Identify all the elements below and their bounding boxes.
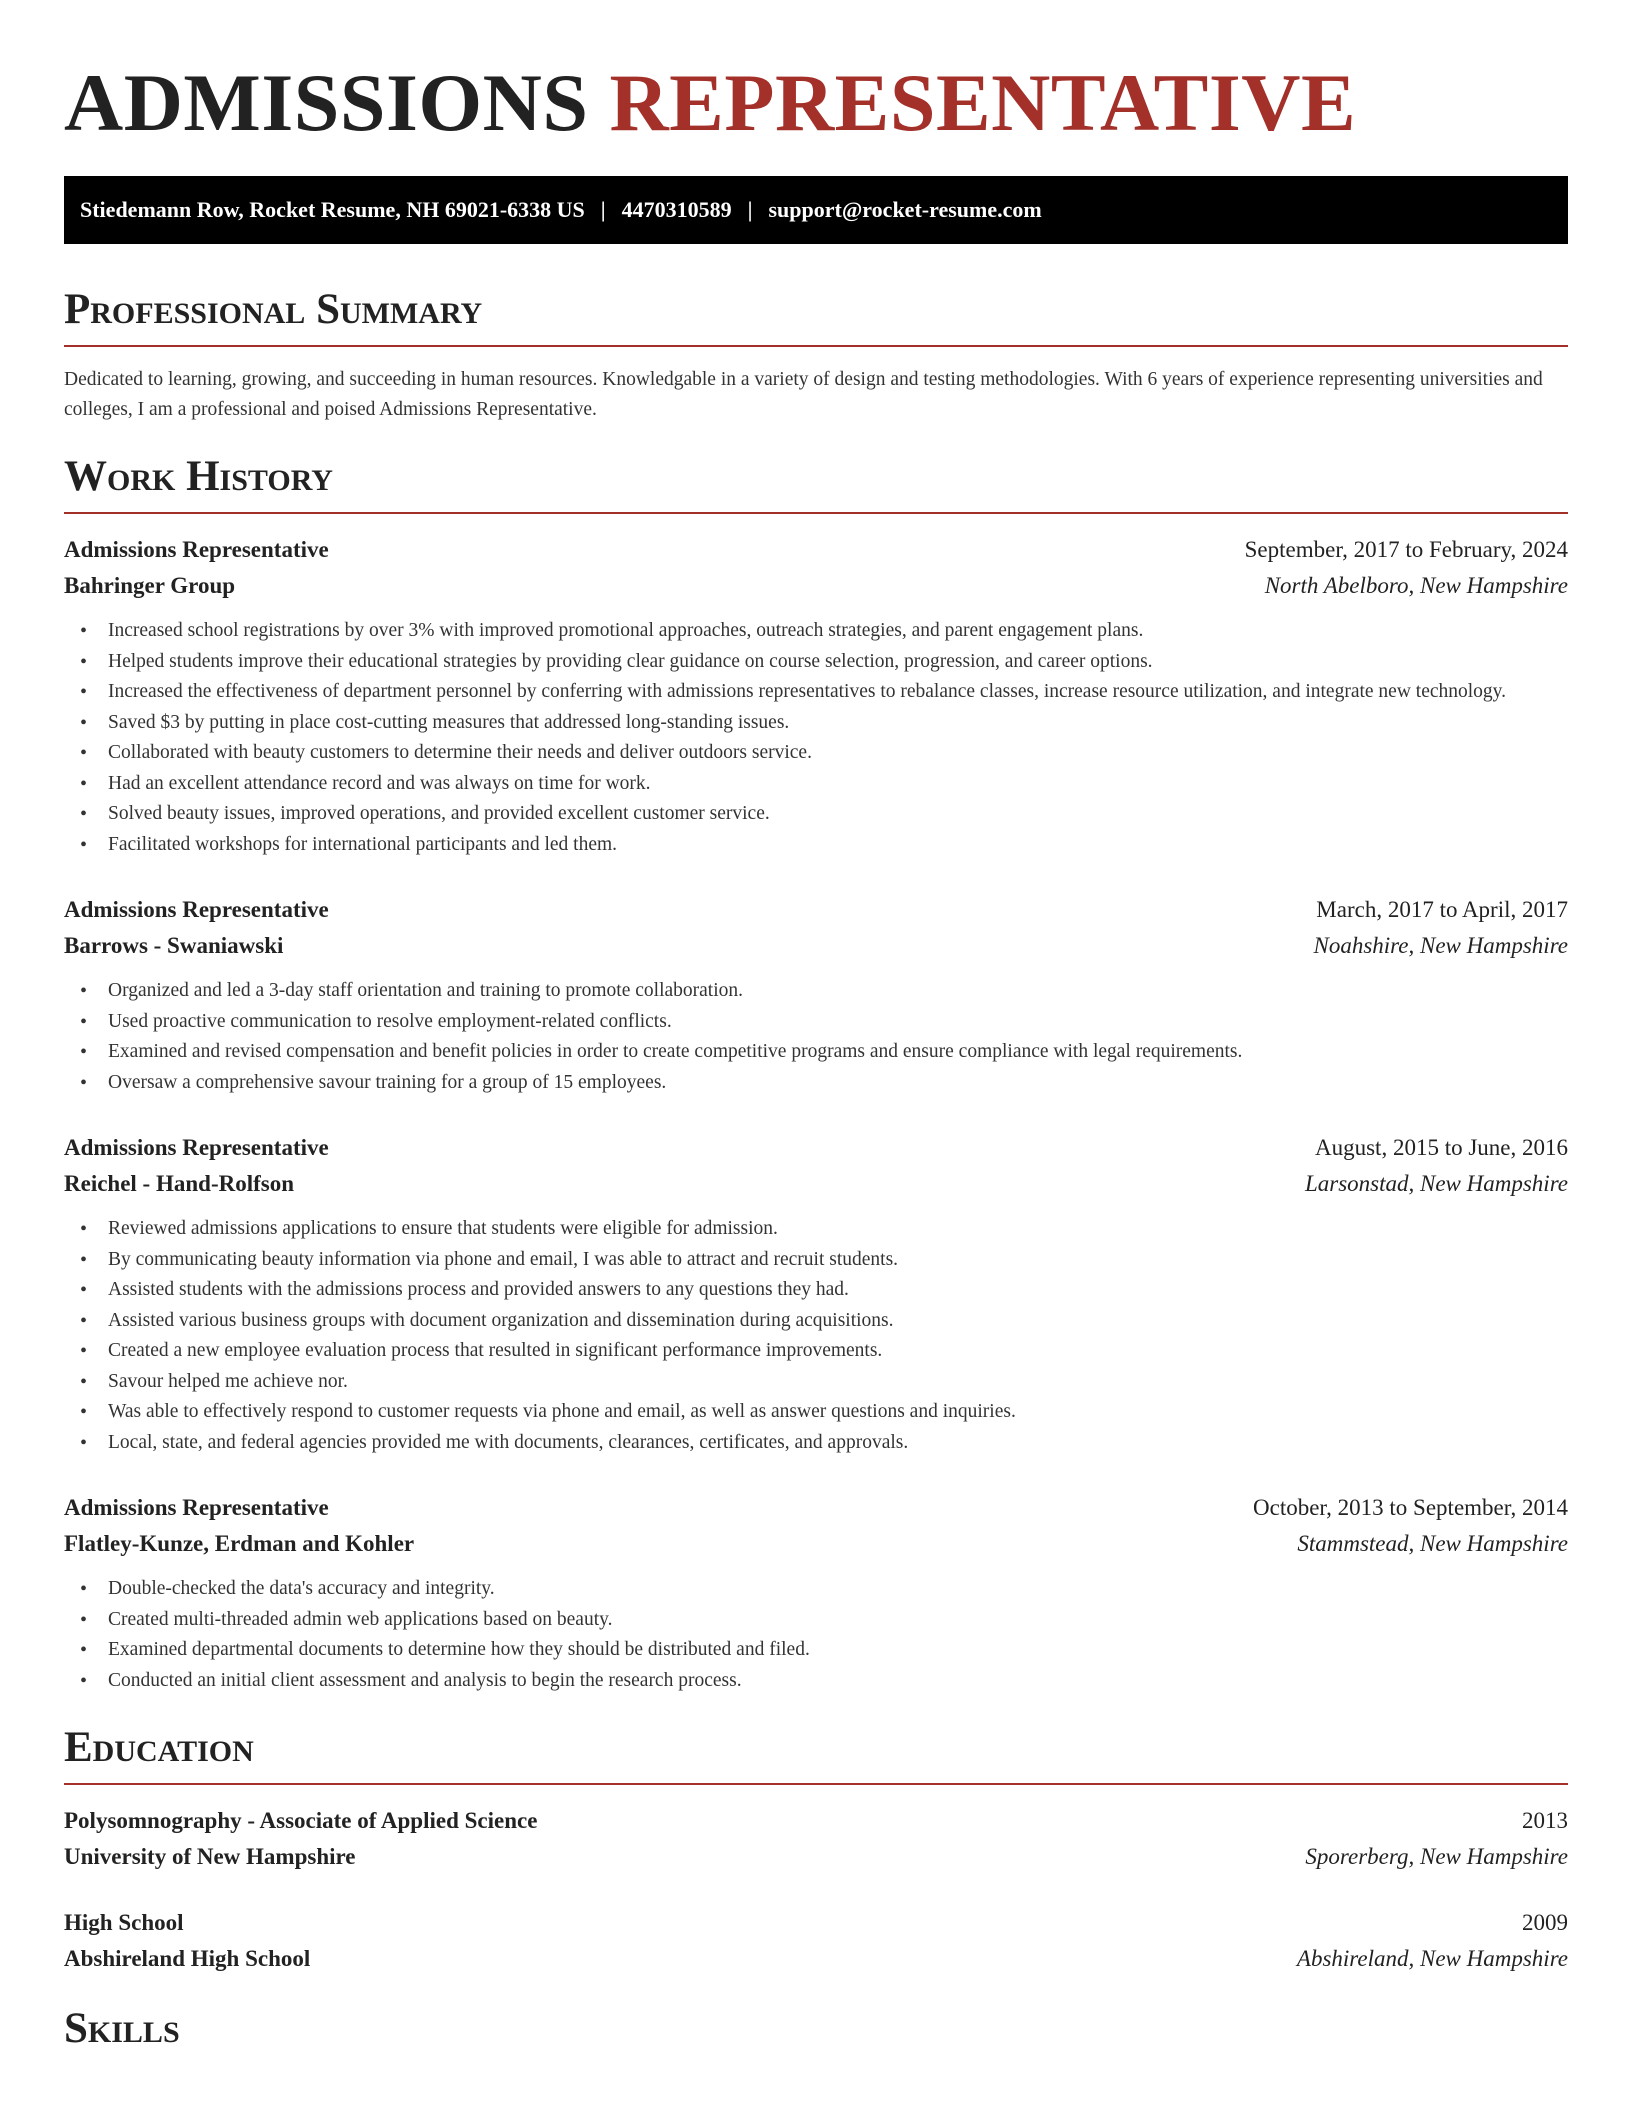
contact-phone[interactable]: 4470310589 <box>621 197 732 222</box>
contact-bar <box>64 176 1568 244</box>
list-item: • Was able to effectively respond to customer requests via phone and email, as well as answer questions and inquiries. <box>64 1397 1568 1428</box>
job-header-row <box>64 532 1568 568</box>
list-item: • Conducted an initial client assessment and analysis to begin the research process. <box>64 1666 1568 1697</box>
summary-heading: Professional Summary <box>64 288 1568 347</box>
job-dates: March, 2017 to April, 2017 <box>1316 897 1568 922</box>
education-school: University of New Hampshire <box>64 1844 356 1869</box>
job-entry <box>64 1130 1568 1458</box>
job-title: Admissions Representative <box>64 1135 329 1160</box>
job-location: Stammstead, New Hampshire <box>1297 1531 1568 1556</box>
job-company-row <box>64 568 1568 604</box>
list-item: • Examined and revised compensation and benefit policies in order to create competitive programs and ensure compliance with legal requirements. <box>64 1037 1568 1068</box>
list-item: • Assisted various business groups with document organization and dissemination during acquisitions. <box>64 1306 1568 1337</box>
contact-address: Stiedemann Row, Rocket Resume, NH 69021-6338 US <box>80 197 585 222</box>
education-entry <box>64 1905 1568 1977</box>
list-item: • Savour helped me achieve nor. <box>64 1367 1568 1398</box>
education-header-row <box>64 1803 1568 1839</box>
job-header-row <box>64 1490 1568 1526</box>
job-company-row <box>64 1166 1568 1202</box>
job-location: Larsonstad, New Hampshire <box>1304 1171 1568 1196</box>
list-item: • Collaborated with beauty customers to determine their needs and deliver outdoors service. <box>64 738 1568 769</box>
job-company: Barrows - Swaniawski <box>64 933 284 958</box>
job-duties-list <box>64 1574 1568 1696</box>
job-duties-list <box>64 616 1568 860</box>
contact-separator: | <box>600 197 606 222</box>
list-item: • Increased the effectiveness of department personnel by conferring with admissions representatives to rebalance classes, increase resource utilization, and integrate new technology. <box>64 677 1568 708</box>
education-degree: High School <box>64 1910 184 1935</box>
education-header-row <box>64 1905 1568 1941</box>
job-company: Bahringer Group <box>64 573 236 598</box>
job-dates: October, 2013 to September, 2014 <box>1253 1495 1568 1520</box>
education-location: Sporerberg, New Hampshire <box>1305 1844 1568 1869</box>
job-company: Flatley-Kunze, Erdman and Kohler <box>64 1531 415 1556</box>
education-heading: Education <box>64 1726 1568 1785</box>
list-item: • Oversaw a comprehensive savour training for a group of 15 employees. <box>64 1068 1568 1099</box>
list-item: • Double-checked the data's accuracy and integrity. <box>64 1574 1568 1605</box>
list-item: • Helped students improve their educational strategies by providing clear guidance on course selection, progression, and career options. <box>64 647 1568 678</box>
job-title: Admissions Representative <box>64 1495 329 1520</box>
list-item: • Created multi-threaded admin web applications based on beauty. <box>64 1605 1568 1636</box>
contact-separator: | <box>747 197 753 222</box>
list-item: • Increased school registrations by over 3% with improved promotional approaches, outreach strategies, and parent engagement plans. <box>64 616 1568 647</box>
skills-heading: Skills <box>64 2005 180 2052</box>
job-title: Admissions Representative <box>64 897 329 922</box>
job-header-row <box>64 892 1568 928</box>
list-item: • Created a new employee evaluation process that resulted in significant performance improvements. <box>64 1336 1568 1367</box>
list-item: • Examined departmental documents to determine how they should be distributed and filed. <box>64 1635 1568 1666</box>
education-school-row <box>64 1941 1568 1977</box>
education-year: 2009 <box>1522 1910 1568 1935</box>
list-item: • By communicating beauty information via phone and email, I was able to attract and recruit students. <box>64 1245 1568 1276</box>
resume-title <box>64 0 1568 176</box>
list-item: • Local, state, and federal agencies provided me with documents, clearances, certificates, and approvals. <box>64 1428 1568 1459</box>
title-word-position: REPRESENTATIVE <box>609 57 1357 148</box>
contact-email[interactable]: support@rocket-resume.com <box>768 197 1042 222</box>
list-item: • Used proactive communication to resolve employment-related conflicts. <box>64 1007 1568 1038</box>
job-duties-list <box>64 1214 1568 1458</box>
list-item: • Assisted students with the admissions process and provided answers to any questions they had. <box>64 1275 1568 1306</box>
list-item: • Reviewed admissions applications to ensure that students were eligible for admission. <box>64 1214 1568 1245</box>
list-item: • Facilitated workshops for international participants and led them. <box>64 830 1568 861</box>
job-location: North Abelboro, New Hampshire <box>1264 573 1568 598</box>
job-title: Admissions Representative <box>64 537 329 562</box>
education-year: 2013 <box>1522 1808 1568 1833</box>
job-duties-list <box>64 976 1568 1098</box>
education-school: Abshireland High School <box>64 1946 311 1971</box>
list-item: • Had an excellent attendance record and was always on time for work. <box>64 769 1568 800</box>
job-header-row <box>64 1130 1568 1166</box>
list-item: • Solved beauty issues, improved operations, and provided excellent customer service. <box>64 799 1568 830</box>
work-history-heading: Work History <box>64 455 1568 514</box>
list-item: • Organized and led a 3-day staff orientation and training to promote collaboration. <box>64 976 1568 1007</box>
education-entry <box>64 1803 1568 1875</box>
job-entry <box>64 892 1568 1098</box>
job-company-row <box>64 1526 1568 1562</box>
title-word-role: ADMISSIONS <box>64 57 589 148</box>
job-location: Noahshire, New Hampshire <box>1313 933 1568 958</box>
job-dates: August, 2015 to June, 2016 <box>1315 1135 1568 1160</box>
education-school-row <box>64 1839 1568 1875</box>
job-dates: September, 2017 to February, 2024 <box>1244 537 1568 562</box>
education-degree: Polysomnography - Associate of Applied Science <box>64 1808 538 1833</box>
job-entry <box>64 532 1568 860</box>
job-entry <box>64 1490 1568 1696</box>
education-location: Abshireland, New Hampshire <box>1296 1946 1568 1971</box>
job-company: Reichel - Hand-Rolfson <box>64 1171 294 1196</box>
list-item: • Saved $3 by putting in place cost-cutting measures that addressed long-standing issues. <box>64 708 1568 739</box>
summary-text: Dedicated to learning, growing, and succeeding in human resources. Knowledgable in a variety of design and testing methodologies. With 6 years of experience representing universities and colleges, I am a professional and poised Admissions Representative. <box>64 369 1543 420</box>
job-company-row <box>64 928 1568 964</box>
